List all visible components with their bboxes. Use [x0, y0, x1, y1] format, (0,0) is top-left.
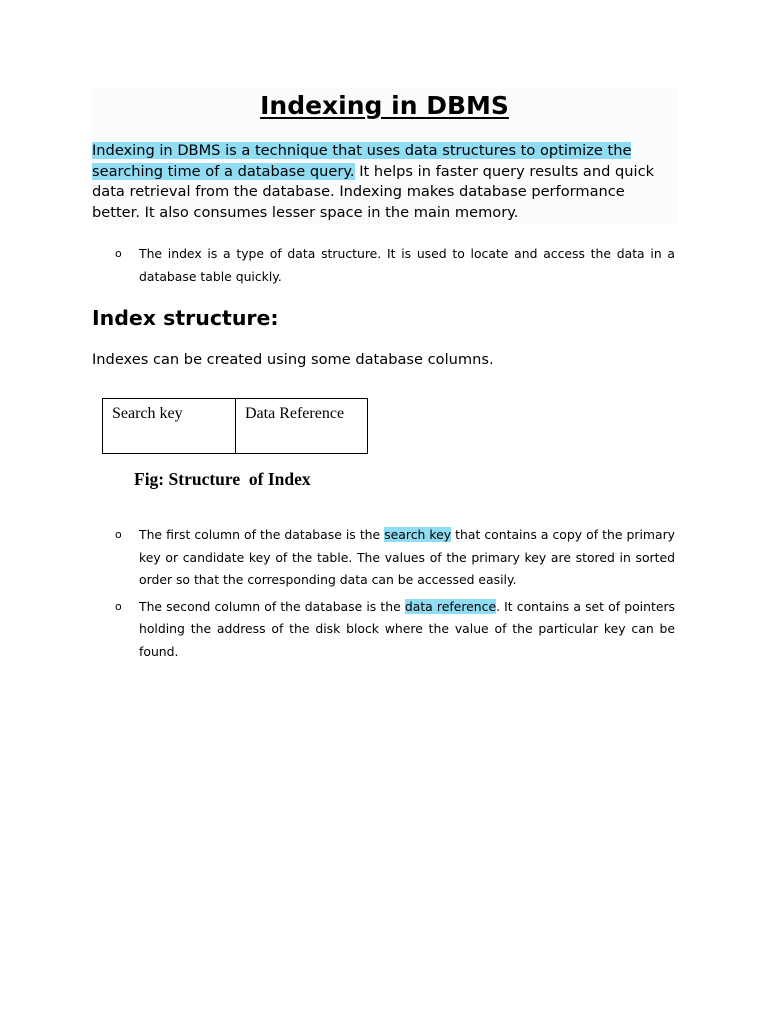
highlight-data-reference: data reference	[404, 598, 497, 614]
section-description: Indexes can be created using some database columns.	[92, 351, 494, 368]
list-item	[115, 596, 675, 664]
intro-highlighted-text: Indexing in DBMS is a technique that uses data structures to optimize the searching time of a database query.	[92, 142, 632, 180]
table-row	[103, 399, 368, 454]
list-item-text-before: The first column of the database is the	[139, 527, 385, 542]
intro-rest-text: It helps in faster query results and quick data retrieval from the database. Indexing makes database performance better. It also consumes lesser space in the main memory.	[92, 162, 655, 221]
section-heading: Index structure:	[92, 306, 279, 330]
list-item-text-after: that contains a copy of the primary key or candidate key of the table. The values of the primary key are stored in sorted order so that the corresponding data can be accessed easily.	[139, 527, 675, 587]
table-cell-data-reference: Data Reference	[236, 399, 368, 454]
page-title: Indexing in DBMS	[260, 91, 509, 120]
list-item-text-before: The second column of the database is the	[139, 598, 405, 614]
bullet-marker: o	[115, 528, 122, 541]
list-item	[115, 243, 675, 288]
list-item-text-after: . It contains a set of pointers holding the address of the disk block where the value of the particular key can be found.	[139, 598, 676, 659]
table-cell-search-key: Search key	[103, 399, 236, 454]
intro-paragraph	[92, 141, 677, 223]
bullet-marker: o	[115, 247, 122, 260]
list-item	[115, 524, 675, 592]
index-structure-table	[102, 398, 368, 454]
figure-caption: Fig: Structure of Index	[134, 469, 311, 489]
list-item-text: The index is a type of data structure. It is used to locate and access the data in a database table quickly.	[139, 246, 675, 284]
bullet-list-top	[115, 243, 675, 292]
highlight-search-key: search key	[384, 527, 452, 542]
bullet-list-bottom	[115, 524, 675, 667]
bullet-marker: o	[115, 599, 122, 613]
